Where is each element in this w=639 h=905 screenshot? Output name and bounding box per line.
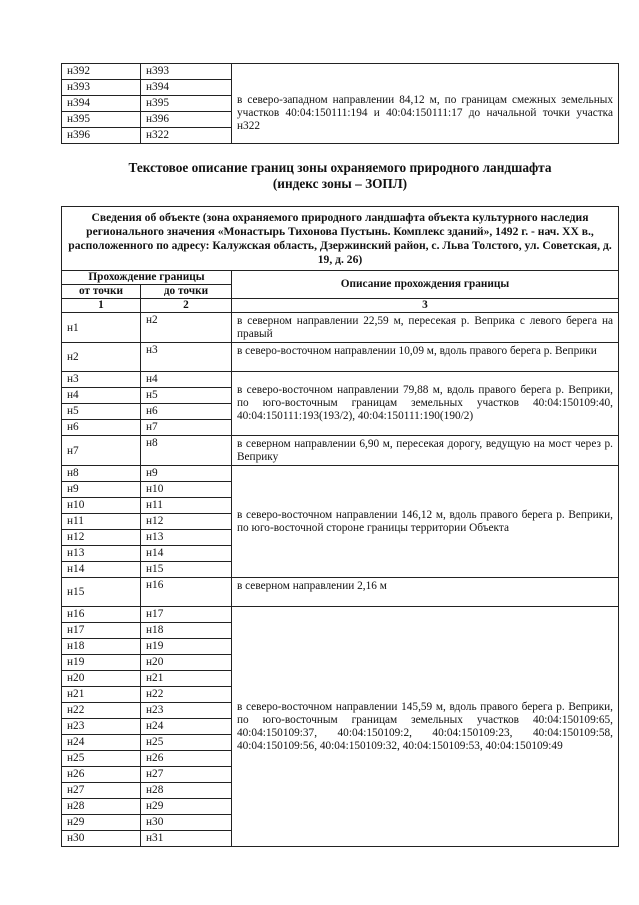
from-point-cell: н14 (62, 562, 141, 578)
to-point-cell: н7 (141, 420, 232, 436)
to-point-cell: н25 (141, 735, 232, 751)
to-point-cell: н17 (141, 607, 232, 623)
to-point-cell: н21 (141, 671, 232, 687)
from-point-cell: н394 (62, 96, 141, 112)
to-point-cell: н15 (141, 562, 232, 578)
to-point-cell: н19 (141, 639, 232, 655)
to-point-cell: н8 (141, 436, 232, 466)
description-cell (232, 64, 619, 144)
to-point-cell: н13 (141, 530, 232, 546)
from-point-cell: н15 (62, 578, 141, 607)
from-point-cell: н26 (62, 767, 141, 783)
to-point-cell: н30 (141, 815, 232, 831)
table-row (62, 313, 619, 343)
to-point-header: до точки (141, 285, 232, 299)
table-row (62, 436, 619, 466)
from-point-cell: н23 (62, 719, 141, 735)
section-heading (61, 160, 619, 192)
from-point-cell: н392 (62, 64, 141, 80)
description-cell: в северо-восточном направлении 79,88 м, вдоль правого берега р. Веприки, по юго-восточным границам земельных участков 40:04:150109:40, 40:04:150111:193(193/2), 40:04:150111:190(190/2) (232, 372, 619, 436)
from-point-cell: н9 (62, 482, 141, 498)
to-point-cell: н2 (141, 313, 232, 343)
to-point-cell: н396 (141, 112, 232, 128)
heading-line-1: Текстовое описание границ зоны охраняемого природного ландшафта (128, 160, 552, 175)
to-point-cell: н27 (141, 767, 232, 783)
to-point-cell: н18 (141, 623, 232, 639)
from-point-cell: н1 (62, 313, 141, 343)
object-info-cell: Сведения об объекте (зона охраняемого природного ландшафта объекта культурного наследия регионального значения «Монастырь Тихонова Пустынь. Комплекс зданий», 1492 г. - нач. XX в., расположенного по адресу: Калужская область, Дзержинский район, с. Льва Толстого, ул. Советская, д. 19, д. 26) (62, 207, 619, 271)
to-point-cell: н20 (141, 655, 232, 671)
to-point-cell: н11 (141, 498, 232, 514)
description-cell: в северо-восточном направлении 10,09 м, вдоль правого берега р. Веприки (232, 343, 619, 372)
to-point-cell: н24 (141, 719, 232, 735)
from-point-cell: н22 (62, 703, 141, 719)
column-number-2: 2 (141, 299, 232, 313)
table-row (62, 607, 619, 623)
to-point-cell: н393 (141, 64, 232, 80)
from-point-cell: н27 (62, 783, 141, 799)
table-row (62, 578, 619, 607)
to-point-cell: н23 (141, 703, 232, 719)
from-point-cell: н21 (62, 687, 141, 703)
from-point-cell: н24 (62, 735, 141, 751)
from-point-cell: н20 (62, 671, 141, 687)
from-point-cell: н16 (62, 607, 141, 623)
description-cell: в северном направлении 22,59 м, пересекая р. Веприка с левого берега на правый (232, 313, 619, 343)
to-point-cell: н395 (141, 96, 232, 112)
table-row (62, 372, 619, 388)
from-point-cell: н10 (62, 498, 141, 514)
from-point-cell: н7 (62, 436, 141, 466)
from-point-cell: н3 (62, 372, 141, 388)
table-row (62, 343, 619, 372)
table-row (62, 466, 619, 482)
from-point-cell: н4 (62, 388, 141, 404)
from-point-cell: н29 (62, 815, 141, 831)
to-point-cell: н14 (141, 546, 232, 562)
column-number-3: 3 (232, 299, 619, 313)
from-point-cell: н396 (62, 128, 141, 144)
from-point-header: от точки (62, 285, 141, 299)
from-point-cell: н25 (62, 751, 141, 767)
from-point-cell: н6 (62, 420, 141, 436)
to-point-cell: н322 (141, 128, 232, 144)
column-number-1: 1 (62, 299, 141, 313)
from-point-cell: н5 (62, 404, 141, 420)
heading-line-2: (индекс зоны – ЗОПЛ) (272, 176, 408, 191)
description-cell: в северном направлении 6,90 м, пересекая дорогу, ведущую на мост через р. Веприку (232, 436, 619, 466)
from-point-cell: н30 (62, 831, 141, 847)
to-point-cell: н5 (141, 388, 232, 404)
to-point-cell: н31 (141, 831, 232, 847)
description-cell: в северо-восточном направлении 145,59 м, вдоль правого берега р. Веприки, по юго-восточным границам земельных участков 40:04:150109:65, 40:04:150109:37, 40:04:150109:2, 40:04:150109:23, 40:04:150109:58, 40:04:150109:56, 40:04:150109:32, 40:04:150109:53, 40:04:150109:49 (232, 607, 619, 847)
from-point-cell: н395 (62, 112, 141, 128)
from-point-cell: н11 (62, 514, 141, 530)
to-point-cell: н394 (141, 80, 232, 96)
table-row (62, 64, 619, 80)
description-cell: в северо-восточном направлении 146,12 м, вдоль правого берега р. Веприки, по юго-восточной стороне границы территории Объекта (232, 466, 619, 578)
to-point-cell: н3 (141, 343, 232, 372)
to-point-cell: н16 (141, 578, 232, 607)
boundary-description-table (61, 206, 619, 847)
from-point-cell: н2 (62, 343, 141, 372)
to-point-cell: н22 (141, 687, 232, 703)
from-point-cell: н17 (62, 623, 141, 639)
to-point-cell: н4 (141, 372, 232, 388)
passage-header: Прохождение границы (62, 271, 232, 285)
from-point-cell: н18 (62, 639, 141, 655)
from-point-cell: н19 (62, 655, 141, 671)
from-point-cell: н13 (62, 546, 141, 562)
top-boundary-table (61, 63, 619, 144)
from-point-cell: н8 (62, 466, 141, 482)
to-point-cell: н28 (141, 783, 232, 799)
from-point-cell: н28 (62, 799, 141, 815)
to-point-cell: н26 (141, 751, 232, 767)
to-point-cell: н9 (141, 466, 232, 482)
to-point-cell: н12 (141, 514, 232, 530)
to-point-cell: н6 (141, 404, 232, 420)
to-point-cell: н10 (141, 482, 232, 498)
to-point-cell: н29 (141, 799, 232, 815)
from-point-cell: н12 (62, 530, 141, 546)
from-point-cell: н393 (62, 80, 141, 96)
description-header: Описание прохождения границы (232, 271, 619, 299)
description-cell: в северном направлении 2,16 м (232, 578, 619, 607)
description-text: в северо-западном направлении 84,12 м, по границам смежных земельных участков 40:04:150111:194 и 40:04:150111:17 до начальной точки участка н322 (237, 93, 613, 132)
